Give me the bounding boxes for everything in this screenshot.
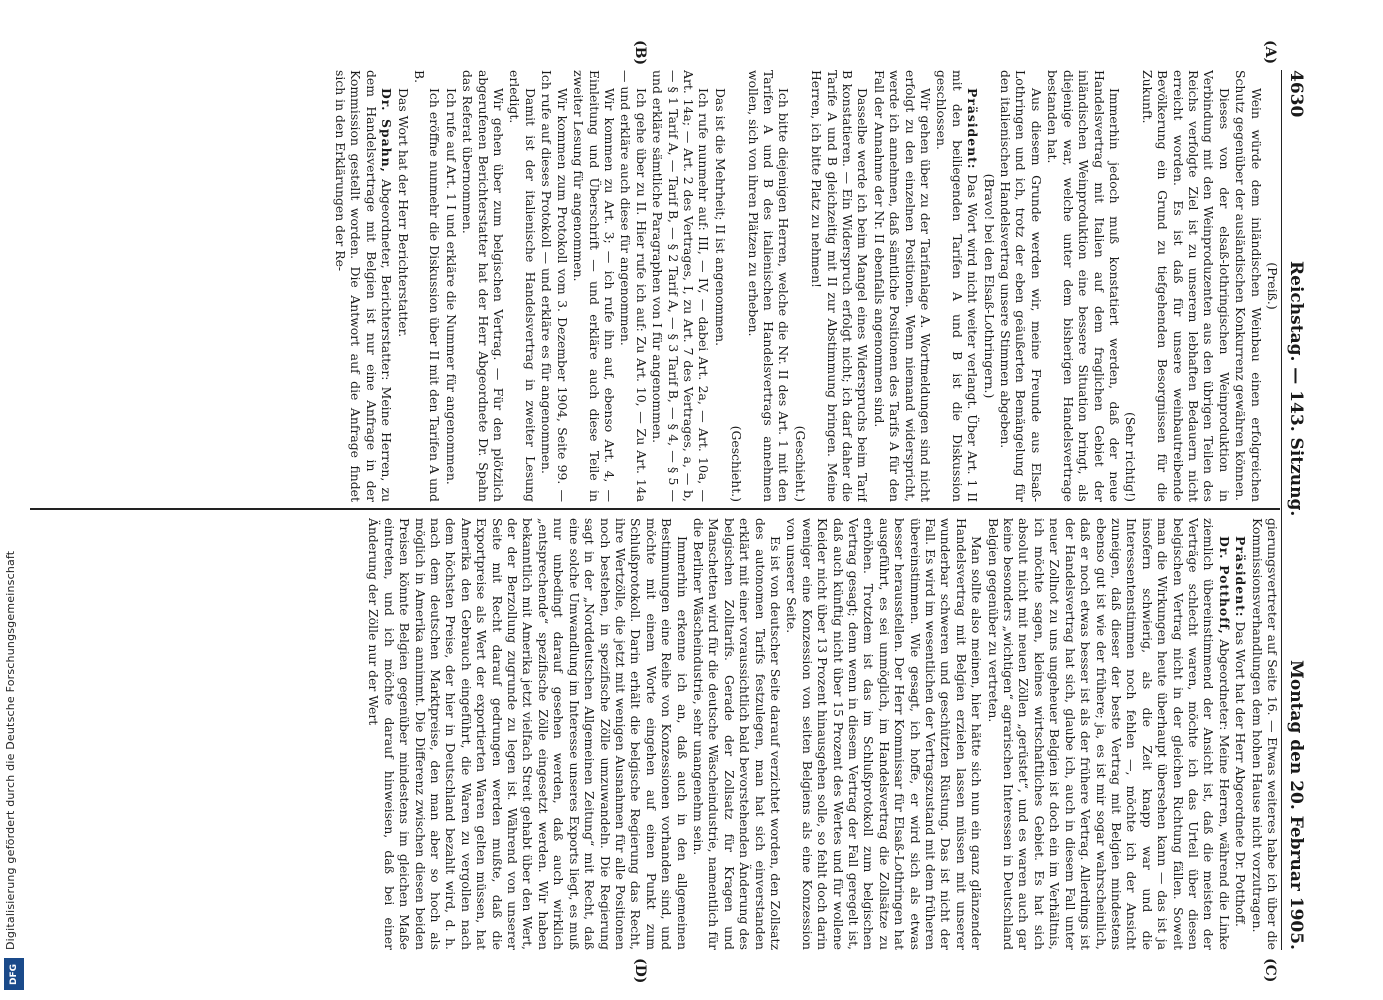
paragraph-text: (Geschieht.) <box>729 425 745 502</box>
session-title: Reichstag. — 143. Sitzung. <box>1286 261 1306 517</box>
paragraph-text: Das ist die Mehrheit; II ist angenommen. <box>712 88 728 347</box>
paragraph-text: Das Wort hat der Herr Abgeordnete Dr. Potthoff. <box>1233 621 1249 927</box>
paragraph-text: Das Wort wird nicht weiter verlangt. Über Art. 1 II mit den beiliegenden Tarifen A und B ist die Diskussion geschlossen. <box>934 70 981 502</box>
paragraph-text: Abgeordneter: Meine Herren, während die Linke ziemlich übereinstimmend der Ansicht ist, daß die meisten der Verträge schlecht waren, möchte ich das Urteil über diesen belgischen Vertrag nicht in der gleichen Richtung fällen. Soweit man die Wirkungen heute überhaupt übersehen kann — das ist ja insofern schwierig, als die Zeit knapp war und die Interessentenstimmen noch fehlen —, möchte ich der Ansicht zuneigen, daß dieser der beste Vertrag mit Belgien mindestens ebenso gut ist wie der frühere; ja, es ist mir sogar wahrscheinlich, daß er noch etwas besser ist als der frühere Vertrag. Allerdings ist der Handelsvertrag hat sich, glaube ich, auch in diesem Fall unter neuer Zollnot zu uns ungeheuer Belgien ist doch ein im Verhältnis, ich möchte sagen, kleines wirtschaftliches Gebiet. Es hat sich absolut nicht mit neuen Zöllen „gerüstet“, und es waren auch gar keine besonders „wichtigen“ agrarischen Interessen in Deutschland Belgien gegenüber zu vertreten. <box>985 518 1232 950</box>
paragraph <box>729 70 744 502</box>
dfg-logo: DFG <box>4 958 24 990</box>
paragraph <box>981 70 996 502</box>
paragraph <box>412 70 443 502</box>
paragraph <box>1123 70 1138 502</box>
paragraph-text: Wein würde dem inländischen Weinbau einen erfolgreichen Schutz gegenüber der ausländischen Konkurrenz gewähren können. <box>1233 70 1264 502</box>
paragraph <box>985 518 1232 950</box>
paragraph <box>1265 70 1280 502</box>
paragraph <box>792 70 807 502</box>
page-number: 4630 <box>1286 70 1306 118</box>
paragraph-text: Das Wort hat der Herr Berichterstatter. <box>395 88 411 338</box>
paragraph-text: Es ist von deutscher Seite darauf verzichtet worden, den Zollsatz des autonomen Tarifs festzulegen, man hat sich einverstanden erklärt mit einer voraussichtlich bald bevorstehenden Änderung des belgischen Zolltarifs. Gerade der Zollsatz für Kragen und Manschetten wird für die deutsche Wäscheindustrie, namentlich für die Berliner Wäscheindustrie, sehr unangenehm sein. <box>690 518 783 950</box>
paragraph-text: (Geschieht.) <box>792 425 808 502</box>
paragraph-text: Damit ist der italienische Handelsvertrag in zweiter Lesung erledigt. <box>507 70 538 502</box>
paragraph <box>539 70 570 502</box>
paragraph-text: Ich gehe über zu II. Hier rufe ich auf: Zu Art. 10, — Zu Art. 14a — und erkläre auch diese für angenommen. <box>618 70 649 502</box>
paragraph <box>395 70 410 502</box>
paragraph-text: Wir gehen über zu der Tarifanlage A. Wortmeldungen sind nicht erfolgt zu den einzelnen Positionen. Wenn niemand widerspricht, werde ich annehmen, daß sämtliche Positionen des Tarifs A für den Fall der Annahme der Nr. II ebenfalls angenommen sind. <box>871 70 934 502</box>
paragraph-text: Wir kommen zu Art. 3; — ich rufe ihn auf, ebenso Art. 4, — Einleitung und Überschrift — und erkläre auch diese Teile in zweiter Lesung für angenommen. <box>571 70 617 502</box>
paragraph-text: Abgeordneter, Berichterstatter: Meine Herren, zu dem Handelsvertrage mit Belgien ist nur eine Anfrage in der Kommission gestellt worden. Die Antwort auf die Anfrage findet sich in den Erklärungen der Re- <box>333 70 395 502</box>
paragraph <box>1233 70 1264 502</box>
paragraph <box>1233 518 1248 950</box>
margin-mark-d: (D) <box>632 958 648 984</box>
paragraph <box>650 70 712 502</box>
paragraph <box>1045 70 1122 502</box>
paragraph <box>507 70 538 502</box>
paragraph <box>934 70 980 502</box>
paragraph-text: (Bravo! bei den Elsaß-Lothringern.) <box>981 173 997 399</box>
paragraph-text: Immerhin jedoch muß konstatiert werden, daß der neue Handelsvertrag mit Italien auf dem fraglichen Gebiet der inländischen Weinproduktion eine bessere Situation bringt, als diejenige war, welche unter dem bisherigen Handelsvertrage bestanden hat. <box>1045 70 1122 502</box>
paragraph <box>571 70 617 502</box>
paragraph-text: Immerhin erkenne ich an, daß auch in den allgemeinen Bestimmungen eine Reihe von Konzessionen vorhanden sind, und möchte mit einem Worte eingehen auf einen Punkt zum Schlußprotokoll. Darin erhält die belgische Regierung das Recht, ihre Wertzölle, die jetzt mit wenigen Ausnahmen für alle Positionen noch bestehen, in spezifische Zölle umzuwandeln. Die Regierung sagt in der „Norddeutschen Allgemeinen Zeitung“ mit Recht, daß eine solche Umwandlung im Interesse unseres Exports liegt, es muß nur unbedingt darauf gesehen werden, daß auch wirklich „entsprechende“ spezifische Zölle eingesetzt werden. Wir haben bekanntlich mit Amerika jetzt vielfach Streit gehabt über den Wert, der der Berzollung zugrunde zu legen ist. Während von unserer Seite mit Recht darauf gedrungen werden mußte, daß die Exportpreise als Wert der exportierten Waren gelten müssen, hat Amerika den Gebrauch eingeführt, die Waren zu vergollen nach dem höchsten Preise, der hier in Deutschland bezahlt wird, d. h. nach dem deutschen Marktpreise, den man aber so hoch als möglich in Amerika annimmt. Die Differenz zwischen diesen beiden Preisen könnte Belgien gegenüber mindestens im gleichen Maße eintreten, und ich möchte darauf hinweisen, daß bei einer Änderung der Zölle nur der Wert <box>366 518 690 950</box>
paragraph <box>366 518 690 950</box>
paragraph-text: Ich eröffne nunmehr die Diskussion über II mit den Tarifen A und B. <box>412 70 443 502</box>
column-divider <box>30 508 1280 510</box>
paragraph <box>618 70 649 502</box>
paragraph-text: Ich rufe nunmehr auf: III, — IV, — dabei Art. 2a, — Art. 10a, — Art. 14a; — Art. 2 des Vertrages, I, zu Art. 7 des Vertrages, a, — b, — § 1 Tarif A, — Tarif B, — § 2 Tarif A, — § 3 Tarif B, — § 4, — § 5 — und erkläre sämtliche Paragraphen von I für angenommen. <box>650 70 712 502</box>
paragraph-text: Wir kommen zum Protokoll vom 3. Dezember 1904, Seite 99. — Ich rufe auf dieses Protokoll — und erkläre es für angenommen. <box>539 70 570 502</box>
paragraph <box>784 518 984 950</box>
speaker-name: Dr. Spahn, <box>379 88 395 173</box>
paragraph <box>1249 518 1280 950</box>
dfg-credit-text: Digitalisierung gefördert durch die Deutsche Forschungsgemeinschaft <box>4 550 17 950</box>
session-date: Montag den 20. Februar 1905. <box>1286 660 1306 950</box>
right-text-column <box>30 518 1280 950</box>
speaker-name: Präsident: <box>965 88 981 170</box>
paragraph <box>809 70 871 502</box>
paragraph-text: (Preiß.) <box>1265 262 1280 310</box>
paragraph-text: Wir gehen über zum belgischen Vertrag. — Für den plötzlich abgerufenen Berichterstatter hat der Herr Abgeordnete Dr. Spahn das Referat übernommen. <box>460 70 507 502</box>
margin-mark-c: (C) <box>1262 958 1278 983</box>
speaker-name: Präsident: <box>1233 536 1249 618</box>
paragraph <box>712 70 727 502</box>
paragraph <box>691 518 783 950</box>
paragraph <box>443 70 458 502</box>
paragraph <box>333 70 395 502</box>
paragraph-text: Man sollte also meinen, hier hätte sich nun ein ganz glänzender Handelsvertrag mit Belgien erzielen lassen müssen mit unserer wunderbar schweren und geschützten Rüstung. Das ist nicht der Fall. Es wird im wesentlichen der Vertragszustand mit dem früheren übereinstimmen. Wie gesagt, ich hoffe, er wird sich als etwas besser herausstellen. Der Herr Kommissar für Elsaß-Lothringen hat ausgeführt, es sei unmöglich, im Handelsvertrag die Zollsätze zu erhöhen. Trotzdem ist das im Schlußprotokoll zum belgischen Vertrag gesagt; denn wenn in diesem Vertrag der Fall geregelt ist, daß auch künftig nicht über 15 Prozent des Wertes und für wollene Kleider nicht über 13 Prozent hinausgehen solle, so fehlt doch darin weniger eine Konzession von seiten Belgiens als eine Konzession von unserer Seite. <box>784 518 985 950</box>
paragraph-text: Aus diesem Grunde werden wir, meine Freunde aus Elsaß-Lothringen und ich, trotz der eben geäußerten Bemängelung für den italienischen Handelsvertrag unsere Stimmen abgeben. <box>998 70 1044 502</box>
paragraph <box>745 70 791 502</box>
margin-mark-b: (B) <box>632 40 648 66</box>
paragraph-text: Ich bitte diejenigen Herren, welche die Nr. II des Art. 1 mit den Tarifen A und B des italienischen Handelsvertrags annehmen wollen, sich von ihren Plätzen zu erheben. <box>745 70 792 502</box>
margin-mark-a: (A) <box>1262 40 1278 65</box>
speaker-name: Dr. Potthoff, <box>1216 536 1232 635</box>
paragraph-text: (Sehr richtig!) <box>1123 412 1139 502</box>
paragraph-text: Dieses von der elsaß-lothringischen Weinproduktion in Verbindung mit den Weinproduzenten aus den übrigen Teilen des Reichs verfolgte Ziel ist zu unserem lebhaften Bedauern nicht erreicht worden. Es ist daß für unsere weinbautreibende Bevölkerung ein Grund zu tiefgehenden Besorgnissen für die Zukunft. <box>1139 70 1232 502</box>
paragraph <box>460 70 506 502</box>
page-header <box>1281 70 1312 950</box>
paragraph <box>998 70 1044 502</box>
paragraph-text: Ich rufe auf Art. 1 I und erkläre die Nummer für angenommen. <box>443 88 459 485</box>
left-text-column <box>30 70 1280 502</box>
paragraph <box>871 70 933 502</box>
paragraph-text: gierungsvertreter auf Seite 16. — Etwas weiteres habe ich über die Kommissionsverhandlungen dem hohen Hause nicht vorzutragen. <box>1249 518 1280 950</box>
paragraph <box>1139 70 1231 502</box>
paragraph-text: Dasselbe werde ich beim Mangel eines Widerspruchs beim Tarif B konstatieren. — Ein Widerspruch erfolgt nicht; ich darf daher die Tarife A und B gleichzeitig mit II zur Abstimmung bringen. Meine Herren, ich bitte Platz zu nehmen! <box>809 70 871 502</box>
